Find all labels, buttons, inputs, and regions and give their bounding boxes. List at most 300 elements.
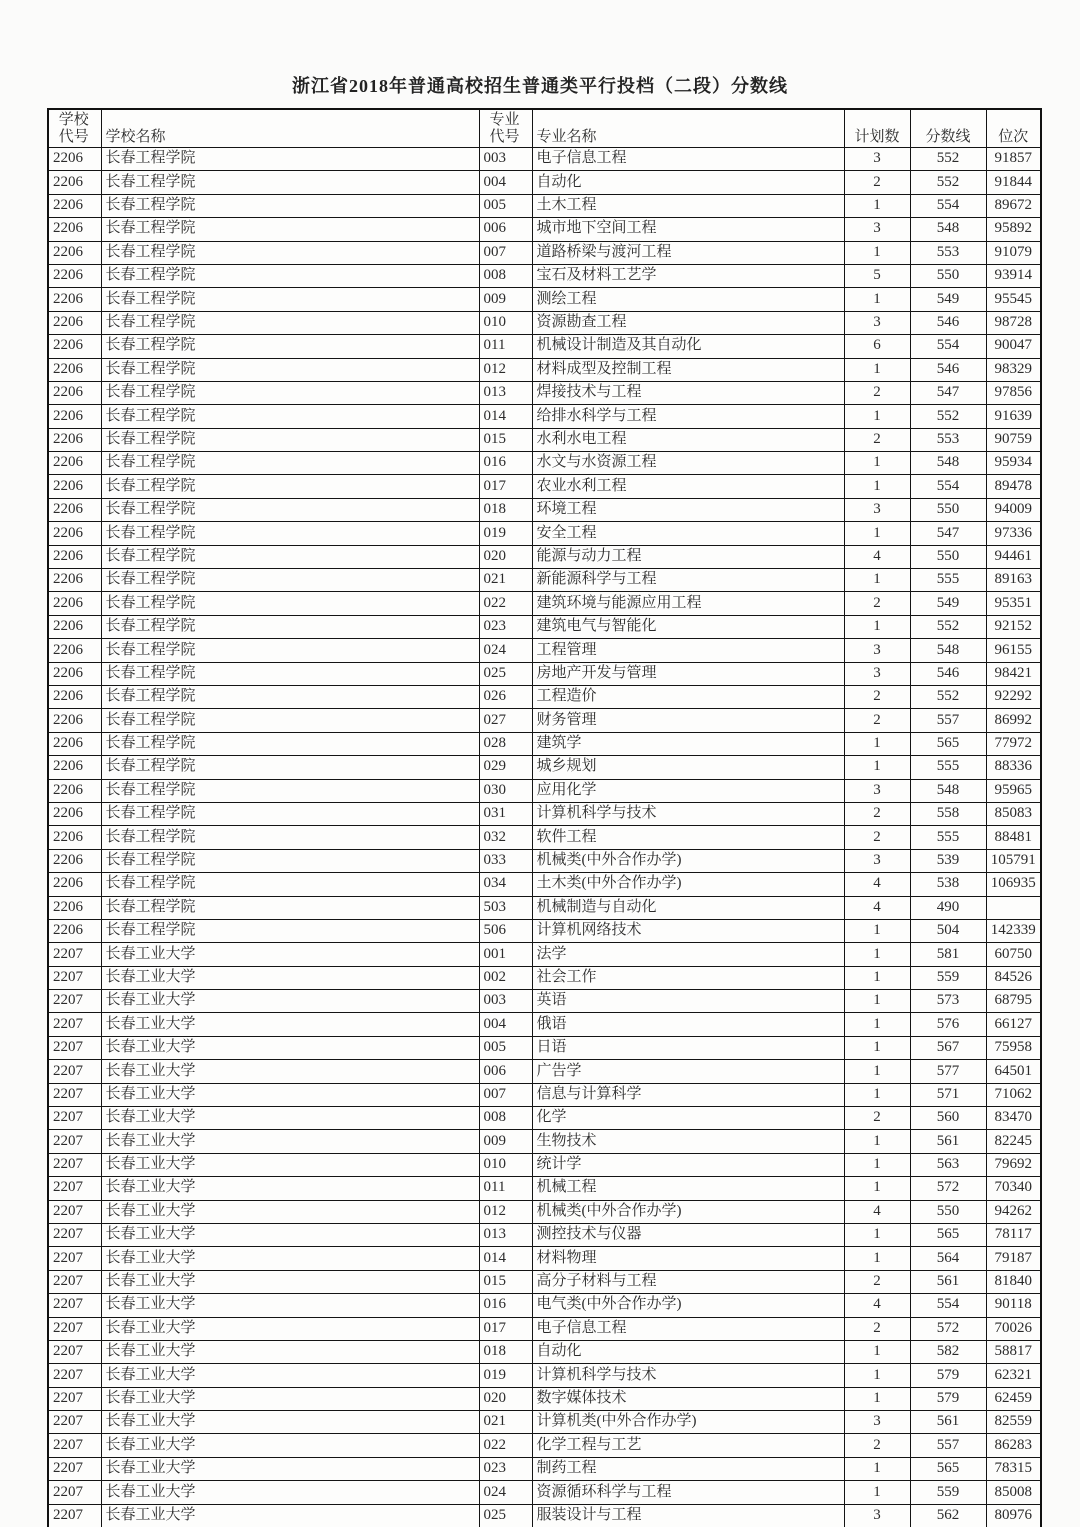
cell-school-code: 2206 — [48, 779, 101, 802]
table-row — [48, 428, 1041, 451]
cell-major-name: 机械制造与自动化 — [532, 896, 844, 919]
table-header — [48, 109, 1041, 148]
cell-school-code: 2206 — [48, 732, 101, 755]
table-row — [48, 1317, 1041, 1340]
cell-school-name: 长春工业大学 — [101, 1364, 479, 1387]
cell-plan-count: 2 — [844, 592, 910, 615]
table-row — [48, 802, 1041, 825]
cell-plan-count: 1 — [844, 1153, 910, 1176]
cell-rank: 98728 — [986, 311, 1041, 334]
cell-school-name: 长春工业大学 — [101, 1270, 479, 1293]
cell-score-line: 565 — [910, 732, 986, 755]
cell-major-code: 022 — [479, 592, 532, 615]
cell-rank: 89672 — [986, 194, 1041, 217]
cell-school-code: 2206 — [48, 452, 101, 475]
cell-major-name: 水利水电工程 — [532, 428, 844, 451]
cell-plan-count: 2 — [844, 1317, 910, 1340]
cell-school-code: 2207 — [48, 943, 101, 966]
cell-score-line: 504 — [910, 919, 986, 942]
cell-school-code: 2206 — [48, 639, 101, 662]
cell-major-code: 020 — [479, 545, 532, 568]
cell-school-name: 长春工业大学 — [101, 1340, 479, 1363]
cell-major-name: 土木类(中外合作办学) — [532, 873, 844, 896]
cell-school-name: 长春工程学院 — [101, 194, 479, 217]
cell-plan-count: 2 — [844, 381, 910, 404]
cell-school-code: 2206 — [48, 873, 101, 896]
cell-major-name: 土木工程 — [532, 194, 844, 217]
cell-school-name: 长春工程学院 — [101, 452, 479, 475]
cell-major-name: 给排水科学与工程 — [532, 405, 844, 428]
cell-major-name: 材料物理 — [532, 1247, 844, 1270]
cell-major-name: 宝石及材料工艺学 — [532, 264, 844, 287]
cell-rank: 91079 — [986, 241, 1041, 264]
cell-plan-count: 6 — [844, 335, 910, 358]
cell-major-name: 机械类(中外合作办学) — [532, 849, 844, 872]
cell-school-code: 2206 — [48, 569, 101, 592]
cell-school-code: 2206 — [48, 849, 101, 872]
cell-school-code: 2206 — [48, 919, 101, 942]
cell-major-code: 023 — [479, 1457, 532, 1480]
cell-school-name: 长春工业大学 — [101, 1457, 479, 1480]
cell-plan-count: 4 — [844, 1294, 910, 1317]
cell-plan-count: 3 — [844, 218, 910, 241]
cell-major-code: 005 — [479, 194, 532, 217]
cell-score-line: 565 — [910, 1223, 986, 1246]
header-plan-count: 计划数 — [844, 109, 910, 148]
cell-major-name: 自动化 — [532, 1340, 844, 1363]
cell-major-code: 003 — [479, 990, 532, 1013]
table-row — [48, 873, 1041, 896]
header-score-line: 分数线 — [910, 109, 986, 148]
cell-score-line: 554 — [910, 335, 986, 358]
cell-rank — [986, 896, 1041, 919]
cell-major-code: 024 — [479, 1481, 532, 1504]
cell-plan-count: 3 — [844, 1411, 910, 1434]
cell-school-name: 长春工程学院 — [101, 685, 479, 708]
cell-school-code: 2206 — [48, 405, 101, 428]
header-row — [48, 109, 1041, 148]
cell-school-name: 长春工业大学 — [101, 1481, 479, 1504]
cell-school-code: 2207 — [48, 1153, 101, 1176]
cell-score-line: 548 — [910, 639, 986, 662]
cell-major-code: 506 — [479, 919, 532, 942]
cell-major-name: 化学 — [532, 1107, 844, 1130]
header-major-code-line1: 专业 — [489, 112, 520, 129]
cell-major-name: 焊接技术与工程 — [532, 381, 844, 404]
table-row — [48, 662, 1041, 685]
cell-school-code: 2207 — [48, 1036, 101, 1059]
cell-major-name: 社会工作 — [532, 966, 844, 989]
cell-school-name: 长春工业大学 — [101, 1223, 479, 1246]
cell-major-code: 004 — [479, 1013, 532, 1036]
cell-school-name: 长春工业大学 — [101, 1153, 479, 1176]
cell-score-line: 579 — [910, 1364, 986, 1387]
cell-score-line: 550 — [910, 545, 986, 568]
cell-major-code: 013 — [479, 381, 532, 404]
cell-major-code: 007 — [479, 1083, 532, 1106]
cell-major-name: 房地产开发与管理 — [532, 662, 844, 685]
cell-school-name: 长春工业大学 — [101, 1177, 479, 1200]
cell-school-name: 长春工程学院 — [101, 802, 479, 825]
table-row — [48, 1223, 1041, 1246]
cell-plan-count: 2 — [844, 802, 910, 825]
cell-major-name: 电气类(中外合作办学) — [532, 1294, 844, 1317]
cell-school-name: 长春工程学院 — [101, 264, 479, 287]
cell-school-name: 长春工程学院 — [101, 919, 479, 942]
cell-school-name: 长春工程学院 — [101, 498, 479, 521]
cell-rank: 91857 — [986, 148, 1041, 171]
cell-major-name: 制药工程 — [532, 1457, 844, 1480]
cell-major-code: 005 — [479, 1036, 532, 1059]
cell-school-name: 长春工业大学 — [101, 990, 479, 1013]
table-row — [48, 569, 1041, 592]
table-row — [48, 896, 1041, 919]
cell-major-name: 信息与计算科学 — [532, 1083, 844, 1106]
cell-plan-count: 1 — [844, 1036, 910, 1059]
cell-plan-count: 2 — [844, 428, 910, 451]
cell-score-line: 548 — [910, 779, 986, 802]
cell-major-code: 006 — [479, 218, 532, 241]
cell-score-line: 572 — [910, 1177, 986, 1200]
cell-plan-count: 1 — [844, 1340, 910, 1363]
cell-school-code: 2207 — [48, 1317, 101, 1340]
table-row — [48, 1177, 1041, 1200]
table-row — [48, 1270, 1041, 1293]
cell-major-code: 010 — [479, 1153, 532, 1176]
cell-major-code: 011 — [479, 1177, 532, 1200]
cell-plan-count: 1 — [844, 1481, 910, 1504]
table-row — [48, 1130, 1041, 1153]
header-major-code-line2: 代号 — [489, 129, 520, 146]
cell-major-name: 工程造价 — [532, 685, 844, 708]
cell-major-name: 日语 — [532, 1036, 844, 1059]
cell-school-name: 长春工程学院 — [101, 522, 479, 545]
cell-major-name: 广告学 — [532, 1060, 844, 1083]
cell-major-name: 资源勘查工程 — [532, 311, 844, 334]
cell-major-name: 计算机科学与技术 — [532, 802, 844, 825]
cell-major-code: 026 — [479, 685, 532, 708]
cell-rank: 84526 — [986, 966, 1041, 989]
cell-score-line: 561 — [910, 1130, 986, 1153]
cell-rank: 90759 — [986, 428, 1041, 451]
cell-plan-count: 1 — [844, 475, 910, 498]
cell-score-line: 561 — [910, 1411, 986, 1434]
cell-score-line: 490 — [910, 896, 986, 919]
cell-score-line: 562 — [910, 1504, 986, 1527]
cell-school-code: 2206 — [48, 756, 101, 779]
table-row — [48, 1060, 1041, 1083]
cell-major-name: 水文与水资源工程 — [532, 452, 844, 475]
cell-major-name: 建筑环境与能源应用工程 — [532, 592, 844, 615]
cell-major-code: 025 — [479, 1504, 532, 1527]
header-school-code-line1: 学校 — [58, 112, 89, 129]
cell-plan-count: 4 — [844, 873, 910, 896]
cell-score-line: 553 — [910, 241, 986, 264]
cell-major-name: 能源与动力工程 — [532, 545, 844, 568]
table-row — [48, 194, 1041, 217]
table-row — [48, 1294, 1041, 1317]
cell-major-name: 材料成型及控制工程 — [532, 358, 844, 381]
table-row — [48, 615, 1041, 638]
cell-major-name: 自动化 — [532, 171, 844, 194]
cell-rank: 90047 — [986, 335, 1041, 358]
cell-school-code: 2206 — [48, 592, 101, 615]
page-title: 浙江省2018年普通高校招生普通类平行投档（二段）分数线 — [292, 76, 788, 96]
score-table — [47, 108, 1042, 1527]
cell-school-code: 2206 — [48, 826, 101, 849]
cell-school-code: 2207 — [48, 1223, 101, 1246]
cell-plan-count: 1 — [844, 1387, 910, 1410]
cell-school-name: 长春工业大学 — [101, 1387, 479, 1410]
table-row — [48, 1387, 1041, 1410]
cell-school-name: 长春工业大学 — [101, 1411, 479, 1434]
cell-plan-count: 1 — [844, 1130, 910, 1153]
cell-plan-count: 1 — [844, 756, 910, 779]
cell-major-code: 028 — [479, 732, 532, 755]
header-school-code-line2: 代号 — [58, 129, 89, 146]
cell-score-line: 557 — [910, 1434, 986, 1457]
cell-major-name: 化学工程与工艺 — [532, 1434, 844, 1457]
cell-score-line: 555 — [910, 826, 986, 849]
cell-school-name: 长春工程学院 — [101, 569, 479, 592]
cell-rank: 66127 — [986, 1013, 1041, 1036]
cell-school-name: 长春工业大学 — [101, 966, 479, 989]
cell-rank: 98421 — [986, 662, 1041, 685]
cell-major-name: 电子信息工程 — [532, 148, 844, 171]
cell-rank: 79692 — [986, 1153, 1041, 1176]
cell-school-name: 长春工程学院 — [101, 428, 479, 451]
cell-school-code: 2206 — [48, 498, 101, 521]
cell-school-name: 长春工业大学 — [101, 1130, 479, 1153]
cell-rank: 78315 — [986, 1457, 1041, 1480]
cell-major-name: 环境工程 — [532, 498, 844, 521]
table-row — [48, 966, 1041, 989]
cell-rank: 81840 — [986, 1270, 1041, 1293]
cell-major-name: 机械类(中外合作办学) — [532, 1200, 844, 1223]
cell-major-name: 机械设计制造及其自动化 — [532, 335, 844, 358]
cell-major-code: 021 — [479, 569, 532, 592]
cell-score-line: 571 — [910, 1083, 986, 1106]
cell-rank: 62459 — [986, 1387, 1041, 1410]
cell-major-name: 俄语 — [532, 1013, 844, 1036]
cell-rank: 85008 — [986, 1481, 1041, 1504]
cell-major-code: 018 — [479, 498, 532, 521]
cell-plan-count: 1 — [844, 1083, 910, 1106]
cell-plan-count: 1 — [844, 1457, 910, 1480]
cell-score-line: 552 — [910, 405, 986, 428]
cell-plan-count: 1 — [844, 1247, 910, 1270]
cell-school-code: 2207 — [48, 1083, 101, 1106]
table-row — [48, 709, 1041, 732]
table-row — [48, 405, 1041, 428]
cell-major-name: 城市地下空间工程 — [532, 218, 844, 241]
cell-major-code: 011 — [479, 335, 532, 358]
cell-school-name: 长春工程学院 — [101, 475, 479, 498]
cell-rank: 89478 — [986, 475, 1041, 498]
cell-plan-count: 1 — [844, 615, 910, 638]
cell-plan-count: 1 — [844, 966, 910, 989]
cell-major-code: 016 — [479, 452, 532, 475]
cell-major-name: 法学 — [532, 943, 844, 966]
cell-major-code: 014 — [479, 405, 532, 428]
cell-school-code: 2207 — [48, 1294, 101, 1317]
cell-major-name: 服装设计与工程 — [532, 1504, 844, 1527]
cell-score-line: 549 — [910, 592, 986, 615]
cell-score-line: 550 — [910, 1200, 986, 1223]
cell-plan-count: 5 — [844, 264, 910, 287]
cell-score-line: 554 — [910, 475, 986, 498]
cell-rank: 93914 — [986, 264, 1041, 287]
cell-plan-count: 1 — [844, 1060, 910, 1083]
cell-major-name: 测控技术与仪器 — [532, 1223, 844, 1246]
cell-school-code: 2206 — [48, 685, 101, 708]
cell-school-code: 2206 — [48, 148, 101, 171]
cell-school-code: 2206 — [48, 194, 101, 217]
header-school-code — [48, 109, 101, 148]
table-row — [48, 919, 1041, 942]
cell-major-code: 014 — [479, 1247, 532, 1270]
table-row — [48, 756, 1041, 779]
cell-school-name: 长春工业大学 — [101, 1083, 479, 1106]
cell-score-line: 548 — [910, 452, 986, 475]
cell-plan-count: 1 — [844, 569, 910, 592]
cell-school-code: 2207 — [48, 1130, 101, 1153]
cell-school-code: 2207 — [48, 1177, 101, 1200]
cell-rank: 71062 — [986, 1083, 1041, 1106]
cell-score-line: 557 — [910, 709, 986, 732]
cell-school-name: 长春工程学院 — [101, 381, 479, 404]
cell-rank: 92292 — [986, 685, 1041, 708]
cell-school-name: 长春工程学院 — [101, 873, 479, 896]
cell-school-name: 长春工程学院 — [101, 896, 479, 919]
cell-score-line: 582 — [910, 1340, 986, 1363]
cell-score-line: 546 — [910, 358, 986, 381]
cell-score-line: 553 — [910, 428, 986, 451]
cell-school-name: 长春工程学院 — [101, 756, 479, 779]
cell-school-code: 2206 — [48, 218, 101, 241]
cell-major-name: 财务管理 — [532, 709, 844, 732]
cell-school-name: 长春工程学院 — [101, 615, 479, 638]
cell-school-code: 2206 — [48, 241, 101, 264]
cell-school-name: 长春工业大学 — [101, 1060, 479, 1083]
cell-rank: 95351 — [986, 592, 1041, 615]
cell-major-name: 计算机网络技术 — [532, 919, 844, 942]
cell-school-code: 2207 — [48, 1434, 101, 1457]
table-row — [48, 1107, 1041, 1130]
cell-score-line: 577 — [910, 1060, 986, 1083]
cell-rank: 97336 — [986, 522, 1041, 545]
cell-score-line: 573 — [910, 990, 986, 1013]
cell-score-line: 546 — [910, 311, 986, 334]
cell-rank: 82245 — [986, 1130, 1041, 1153]
cell-plan-count: 1 — [844, 1177, 910, 1200]
header-school-name: 学校名称 — [101, 109, 479, 148]
cell-school-name: 长春工程学院 — [101, 148, 479, 171]
cell-major-code: 002 — [479, 966, 532, 989]
cell-major-code: 027 — [479, 709, 532, 732]
cell-major-code: 004 — [479, 171, 532, 194]
cell-school-name: 长春工程学院 — [101, 545, 479, 568]
table-row — [48, 1083, 1041, 1106]
cell-major-code: 012 — [479, 1200, 532, 1223]
cell-score-line: 559 — [910, 966, 986, 989]
cell-rank: 80976 — [986, 1504, 1041, 1527]
cell-major-code: 015 — [479, 1270, 532, 1293]
cell-major-name: 应用化学 — [532, 779, 844, 802]
cell-plan-count: 3 — [844, 311, 910, 334]
cell-score-line: 538 — [910, 873, 986, 896]
cell-score-line: 572 — [910, 1317, 986, 1340]
cell-plan-count: 4 — [844, 545, 910, 568]
cell-rank: 85083 — [986, 802, 1041, 825]
cell-score-line: 549 — [910, 288, 986, 311]
cell-major-code: 022 — [479, 1434, 532, 1457]
cell-major-name: 机械工程 — [532, 1177, 844, 1200]
cell-rank: 60750 — [986, 943, 1041, 966]
table-row — [48, 1153, 1041, 1176]
table-row — [48, 592, 1041, 615]
cell-plan-count: 1 — [844, 1364, 910, 1387]
cell-major-code: 019 — [479, 1364, 532, 1387]
cell-plan-count: 3 — [844, 498, 910, 521]
table-row — [48, 1434, 1041, 1457]
cell-plan-count: 3 — [844, 662, 910, 685]
cell-major-code: 008 — [479, 264, 532, 287]
cell-school-code: 2207 — [48, 1364, 101, 1387]
cell-plan-count: 4 — [844, 1200, 910, 1223]
cell-rank: 92152 — [986, 615, 1041, 638]
cell-score-line: 548 — [910, 218, 986, 241]
cell-plan-count: 1 — [844, 990, 910, 1013]
cell-score-line: 552 — [910, 171, 986, 194]
cell-school-name: 长春工程学院 — [101, 849, 479, 872]
cell-school-code: 2206 — [48, 171, 101, 194]
table-row — [48, 452, 1041, 475]
cell-school-name: 长春工程学院 — [101, 218, 479, 241]
cell-plan-count: 2 — [844, 171, 910, 194]
cell-major-code: 019 — [479, 522, 532, 545]
table-row — [48, 218, 1041, 241]
cell-rank: 94461 — [986, 545, 1041, 568]
cell-rank: 89163 — [986, 569, 1041, 592]
table-row — [48, 943, 1041, 966]
cell-rank: 95892 — [986, 218, 1041, 241]
cell-rank: 98329 — [986, 358, 1041, 381]
cell-major-name: 工程管理 — [532, 639, 844, 662]
table-row — [48, 1504, 1041, 1527]
cell-major-code: 030 — [479, 779, 532, 802]
cell-school-code: 2206 — [48, 264, 101, 287]
cell-major-code: 015 — [479, 428, 532, 451]
cell-rank: 90118 — [986, 1294, 1041, 1317]
cell-score-line: 563 — [910, 1153, 986, 1176]
table-row — [48, 1013, 1041, 1036]
table-row — [48, 1411, 1041, 1434]
cell-school-name: 长春工业大学 — [101, 1504, 479, 1527]
cell-major-code: 008 — [479, 1107, 532, 1130]
table-row — [48, 311, 1041, 334]
cell-rank: 95965 — [986, 779, 1041, 802]
cell-school-code: 2206 — [48, 335, 101, 358]
cell-major-code: 023 — [479, 615, 532, 638]
table-row — [48, 148, 1041, 171]
table-row — [48, 1340, 1041, 1363]
cell-major-code: 009 — [479, 288, 532, 311]
cell-major-name: 生物技术 — [532, 1130, 844, 1153]
cell-plan-count: 3 — [844, 639, 910, 662]
table-row — [48, 522, 1041, 545]
cell-school-code: 2206 — [48, 615, 101, 638]
